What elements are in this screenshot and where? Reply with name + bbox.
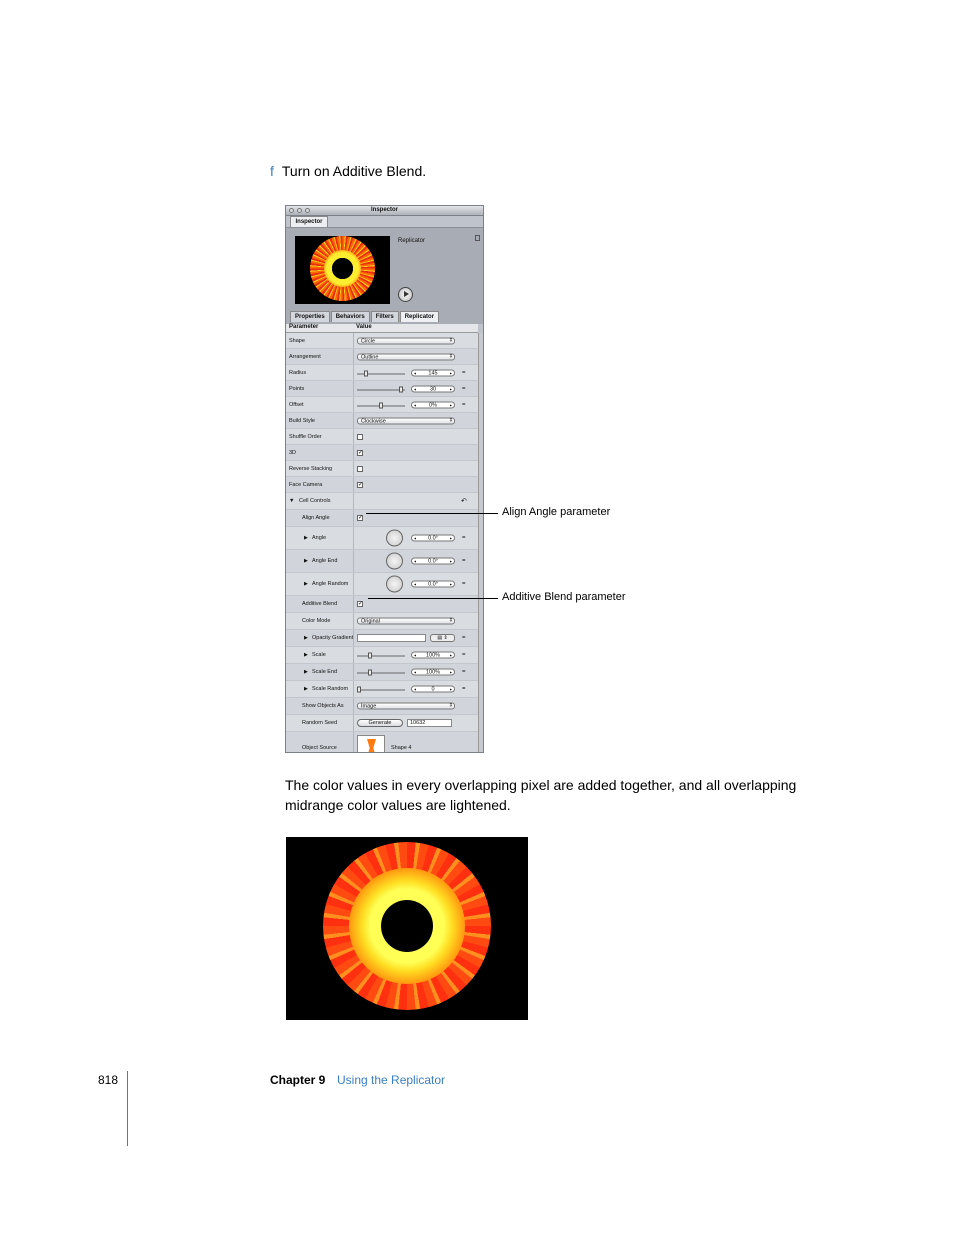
color-mode-popup[interactable]: Original ⇕ [357,618,455,625]
slider-knob[interactable] [368,653,372,659]
step-marker: f [270,163,274,179]
scale-random-slider[interactable] [357,686,405,693]
shape-thumbnail-icon [367,739,376,753]
result-image [286,837,528,1020]
callout-line-additive-blend [368,598,498,599]
param-label: Radius [289,369,307,376]
column-header [286,324,478,333]
disclosure-triangle-icon[interactable]: ▶ [304,652,308,658]
param-label: Reverse Stacking [289,465,333,472]
column-parameter: Parameter [289,324,319,330]
row-angle-end [286,550,478,573]
offset-slider[interactable] [357,401,405,408]
row-face-camera [286,477,478,493]
param-label: Angle Random [312,581,349,587]
row-arrangement [286,349,478,365]
body-paragraph: The color values in every overlapping pixel are added together, and all overlapping midrange color values are lightened. [285,777,797,813]
scrollbar[interactable] [478,333,484,753]
param-label: Align Angle [302,515,330,521]
scale-end-slider[interactable] [357,669,405,676]
scale-random-value[interactable]: ◂ 0 ▸ [411,686,455,693]
disclosure-triangle-icon[interactable]: ▶ [304,558,308,564]
slider-knob[interactable] [379,402,383,408]
row-show-objects-as [286,698,478,715]
row-shape [286,333,478,349]
step-text: Turn on Additive Blend. [281,163,427,179]
remove-keyframe-icon[interactable]: = [462,369,466,376]
angle-end-value[interactable]: ◂ 0.0° ▸ [411,558,455,565]
group-label: Cell Controls [299,498,331,504]
callout-additive-blend: Additive Blend parameter [502,591,626,603]
param-label: Angle End [312,558,338,564]
row-opacity-gradient [286,630,478,647]
row-random-seed [286,715,478,732]
remove-keyframe-icon[interactable]: = [462,401,466,408]
remove-keyframe-icon[interactable]: = [462,535,466,541]
preview-thumbnail [295,236,390,304]
disclosure-triangle-icon[interactable]: ▶ [304,535,308,541]
tab-properties[interactable]: Properties [290,311,330,322]
param-label: Color Mode [302,618,331,624]
points-value[interactable]: ◂ 30 ▸ [411,385,455,392]
slider-knob[interactable] [364,370,368,376]
tab-inspector[interactable]: Inspector [290,216,328,227]
disclosure-triangle-icon[interactable]: ▼ [289,498,295,504]
row-scale-end [286,664,478,681]
disclosure-triangle-icon[interactable]: ▶ [304,669,308,675]
slider-knob[interactable] [357,687,361,693]
angle-random-dial[interactable] [386,576,403,593]
object-name: Replicator [398,238,426,244]
opacity-gradient-bar[interactable] [357,634,426,642]
remove-keyframe-icon[interactable]: = [462,581,466,587]
face-camera-checkbox[interactable]: ✓ [358,481,364,488]
param-label: Shape [289,337,305,344]
play-preview-icon[interactable] [398,287,413,302]
page-number: 818 [98,1073,119,1087]
random-seed-field[interactable]: 10632 [407,719,452,727]
angle-dial[interactable] [386,530,403,547]
thumbnail-sun-core [324,250,361,287]
shape-popup[interactable]: Circle ⇕ [357,337,455,344]
angle-random-value[interactable]: ◂ 0.0° ▸ [411,581,455,588]
align-angle-checkbox[interactable]: ✓ [358,515,364,521]
parameter-list [286,333,478,753]
arrangement-popup[interactable]: Outline ⇕ [357,353,455,360]
tab-replicator[interactable]: Replicator [400,311,439,322]
param-label: Offset [289,401,304,408]
row-color-mode [286,613,478,630]
tab-filters[interactable]: Filters [371,311,399,322]
row-angle [286,527,478,550]
disclosure-triangle-icon[interactable]: ▶ [304,581,308,587]
row-cell-controls [286,493,478,510]
remove-keyframe-icon[interactable]: = [462,686,466,692]
points-slider[interactable] [357,385,405,392]
inspector-tabs [290,311,440,322]
disclosure-triangle-icon[interactable]: ▶ [304,635,308,641]
row-angle-random [286,573,478,596]
center-hole [381,900,433,952]
step-instruction [270,163,426,179]
footer-rule [127,1071,128,1146]
show-objects-as-popup[interactable]: Image ⇕ [357,703,455,710]
radius-slider[interactable] [357,369,405,376]
param-label: Angle [312,535,327,541]
param-label: Shuffle Order [289,433,322,440]
slider-knob[interactable] [368,670,372,676]
gradient-preset-button[interactable]: ▤ ⇕ [430,634,455,642]
shuffle-order-checkbox[interactable] [357,434,363,440]
angle-value[interactable]: ◂ 0.0° ▸ [411,535,455,542]
callout-align-angle: Align Angle parameter [502,506,611,518]
remove-keyframe-icon[interactable]: = [462,669,466,675]
param-label: Opacity Gradient [312,635,353,641]
disclosure-triangle-icon[interactable]: ▶ [304,686,308,692]
tab-behaviors[interactable]: Behaviors [331,311,370,322]
scale-slider[interactable] [357,652,405,659]
param-label: Scale [312,652,326,658]
angle-end-dial[interactable] [386,553,403,570]
lock-icon[interactable] [475,235,480,241]
row-offset [286,397,478,413]
scale-end-value[interactable]: ◂ 100% ▸ [411,669,455,676]
param-label: Points [289,385,305,392]
chapter-title[interactable]: Using the Replicator [337,1073,446,1087]
param-label: Face Camera [289,481,323,488]
window-title: Inspector [370,207,398,213]
param-label: Arrangement [289,353,321,360]
row-radius [286,365,478,381]
column-value: Value [356,324,372,330]
remove-keyframe-icon[interactable]: = [462,558,466,564]
scale-value[interactable]: ◂ 100% ▸ [411,652,455,659]
param-label: Scale Random [312,686,349,692]
param-label: Scale End [312,669,338,675]
param-label: Show Objects As [302,703,344,709]
inspector-window [285,205,484,753]
callout-line-align-angle [366,513,498,514]
remove-keyframe-icon[interactable]: = [462,385,466,392]
radius-value[interactable]: ◂ 145 ▸ [411,369,455,376]
row-build-style [286,413,478,429]
reset-icon[interactable]: ↶ [461,498,467,505]
build-style-popup[interactable]: Clockwise ⇕ [357,417,455,424]
3d-checkbox[interactable]: ✓ [358,449,364,456]
generate-button[interactable]: Generate [357,719,403,727]
offset-value[interactable]: ◂ 0% ▸ [411,401,455,408]
param-label: 3D [289,449,297,456]
param-label: Object Source [302,745,337,751]
row-3d [286,445,478,461]
param-label: Additive Blend [302,601,338,607]
param-label: Random Seed [302,720,338,726]
row-object-source [286,732,478,753]
remove-keyframe-icon[interactable]: = [462,635,466,641]
additive-blend-checkbox[interactable]: ✓ [358,601,364,607]
row-scale [286,647,478,664]
row-shuffle-order [286,429,478,445]
row-reverse-stacking [286,461,478,477]
remove-keyframe-icon[interactable]: = [462,652,466,658]
title-bar [286,206,483,216]
row-points [286,381,478,397]
row-scale-random [286,681,478,698]
preview-area [286,227,483,324]
chapter-label: Chapter 9 [270,1073,326,1087]
slider-knob[interactable] [399,386,403,392]
object-source-well[interactable] [357,735,385,753]
object-source-name: Shape 4 [391,745,412,751]
reverse-stacking-checkbox[interactable] [357,466,363,472]
param-label: Build Style [289,417,315,424]
